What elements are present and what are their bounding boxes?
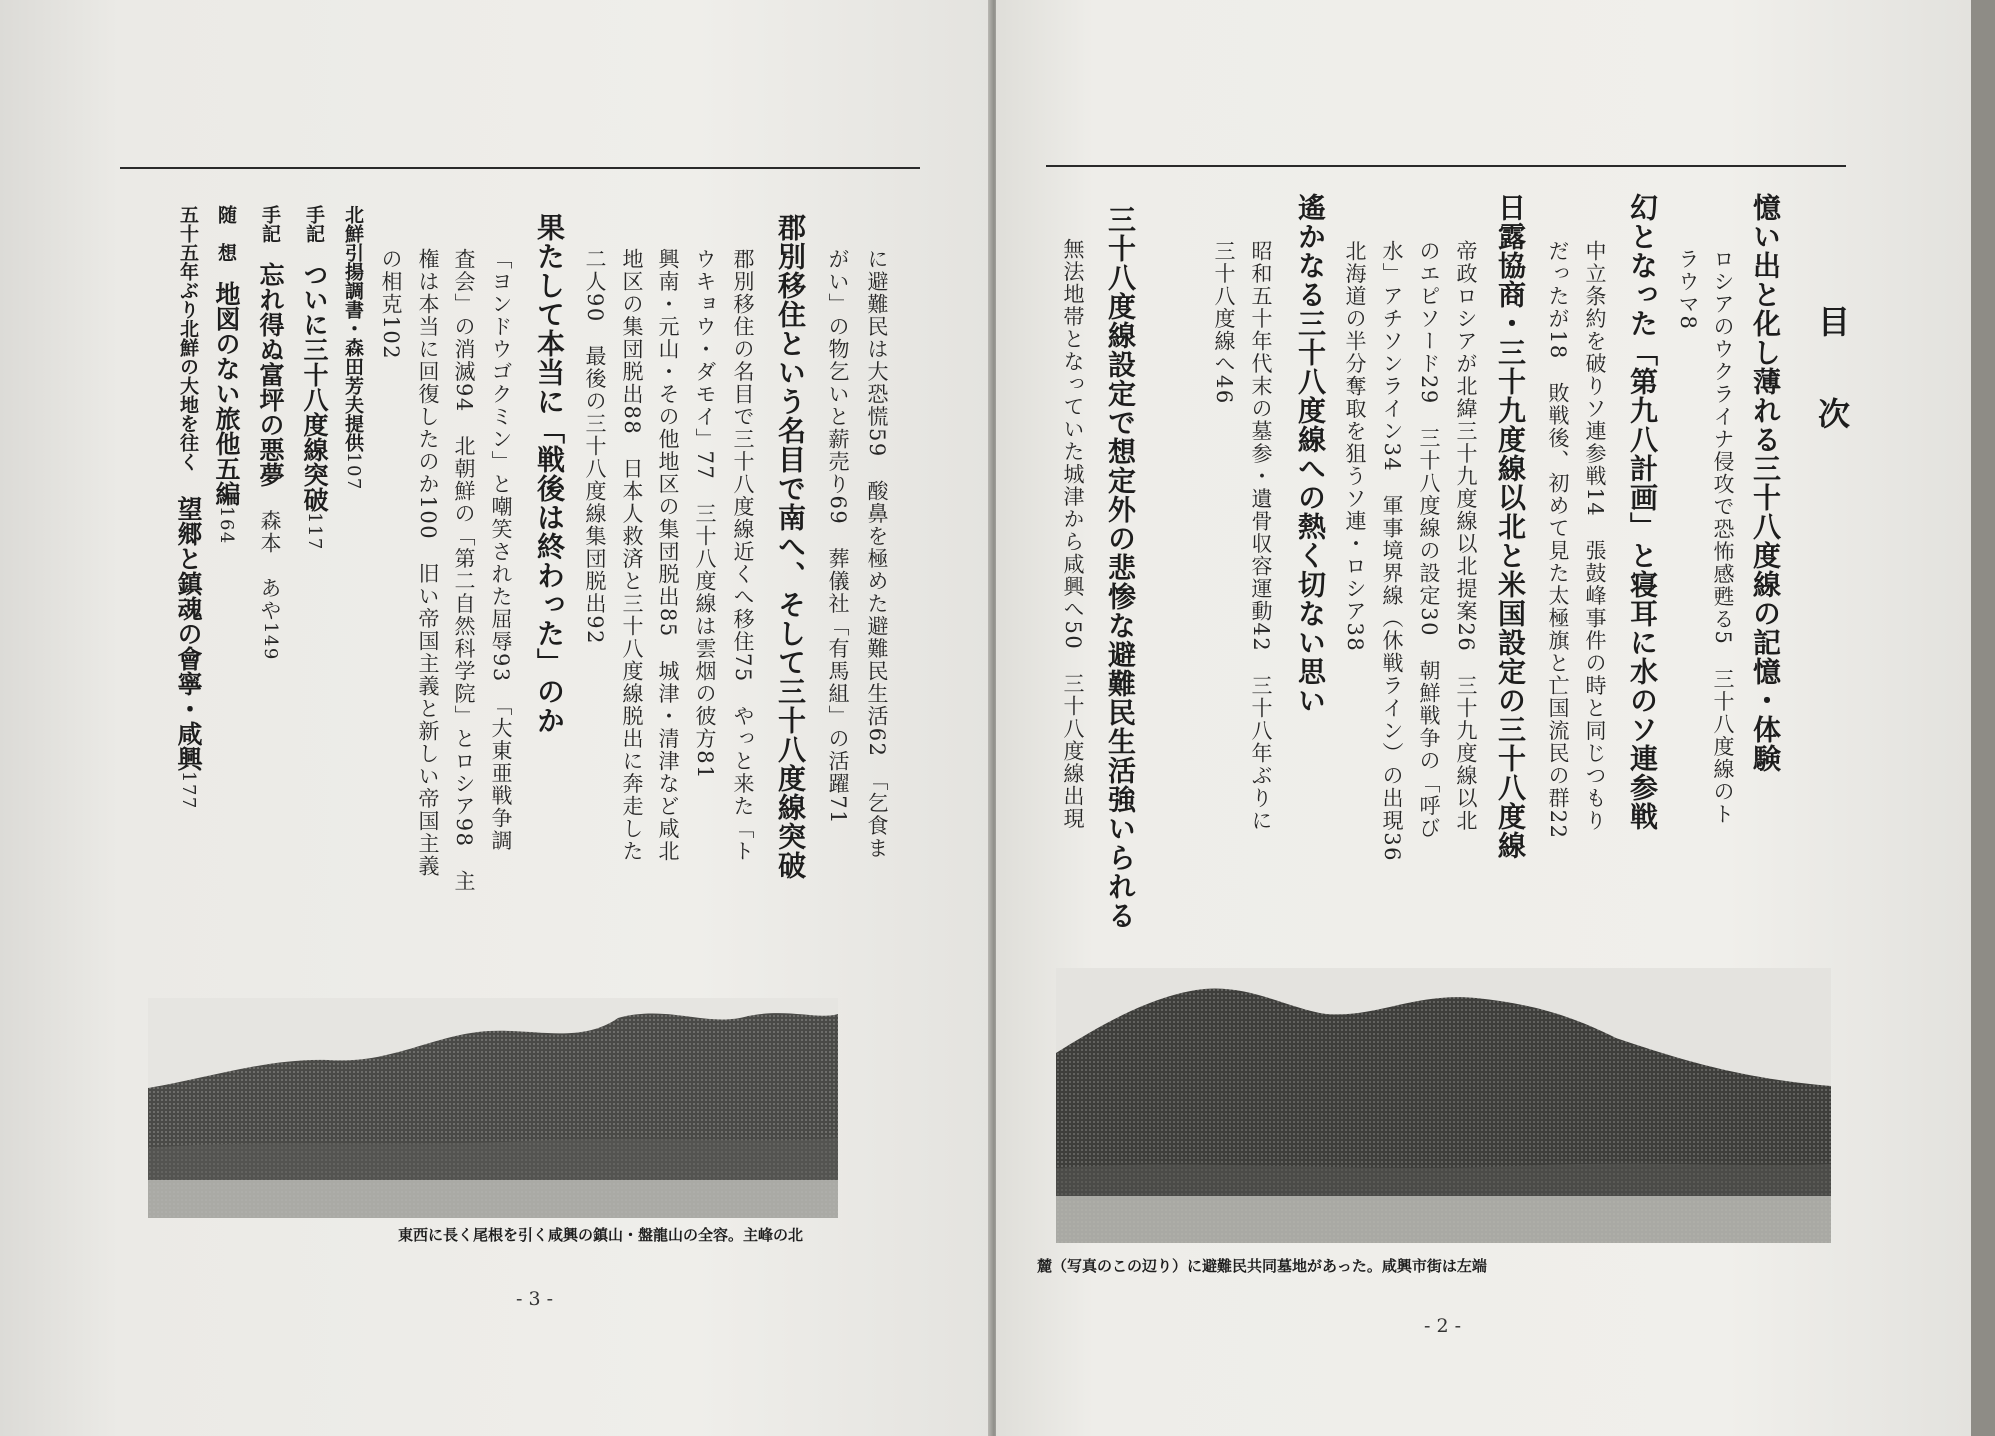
chapter-heading: 三十八度線設定で想定外の悲惨な避難民生活強いられる [1104,205,1137,930]
left-page [0,0,992,1436]
toc-entry: のエピソード29 三十八度線の設定30 朝鮮戦争の「呼び [1417,240,1441,840]
toc-entry: 「ヨンドウゴクミン」と嘲笑された屈辱93 「大東亜戦争調 [489,248,513,853]
top-rule [1046,165,1846,167]
toc-entry: 権は本当に回復したのか100 旧い帝国主義と新しい帝国主義 [416,248,440,878]
toc-entry: 無法地帯となっていた城津から咸興へ50 三十八度線出現 [1061,238,1085,831]
toc-entry: ウキョウ・ダモイ」77 三十八度線は雲烟の彼方81 [693,248,717,780]
mountain-photo [1056,968,1831,1243]
right-page [996,0,1971,1436]
chapter-heading: 日露協商・三十九度線以北と米国設定の三十八度線 [1494,193,1527,860]
toc-entry: の相克102 [379,248,403,361]
toc-entry: に避難民は大恐慌59 酸鼻を極めた避難民生活62 「乞食ま [865,248,889,860]
toc-title: 目 次 [1813,305,1851,443]
appendix-entry: 手記 ついに三十八度線突破117 [300,205,329,551]
appendix-entry: 五十五年ぶり北鮮の大地を往く 望郷と鎮魂の會寧・咸興177 [174,205,203,810]
toc-entry: 水」アチソンライン34 軍事境界線（休戦ライン）の出現36 [1380,240,1404,862]
photo-caption: 麓（写真のこの辺り）に避難民共同墓地があった。咸興市街は左端 [1037,1257,1487,1275]
toc-entry: ラウマ8 [1676,248,1700,331]
toc-entry: ロシアのウクライナ侵攻で恐怖感甦る5 三十八度線のト [1711,248,1735,826]
toc-entry: 二人90 最後の三十八度線集団脱出92 [583,248,607,645]
toc-entry: 三十八度線へ46 [1212,240,1236,405]
page-number: - 2 - [1424,1315,1462,1337]
toc-entry: 郡別移住の名目で三十八度線近くへ移住75 やっと来た「ト [731,248,755,863]
toc-entry: 中立条約を破りソ連参戦14 張鼓峰事件の時と同じつもり [1583,240,1607,833]
toc-entry: 帝政ロシアが北緯三十九度線以北提案26 三十九度線以北 [1454,240,1478,833]
chapter-heading: 幻となった「第九八計画」と寝耳に水のソ連参戦 [1626,193,1659,831]
chapter-heading: 憶い出と化し薄れる三十八度線の記憶・体験 [1749,193,1782,773]
toc-entry: 地区の集団脱出88 日本人救済と三十八度線脱出に奔走した [620,248,644,863]
toc-entry: 北海道の半分奪取を狙うソ連・ロシア38 [1343,240,1367,653]
top-rule [120,167,920,169]
appendix-entry: 手記 忘れ得ぬ富坪の悪夢 森本 あや149 [256,205,285,661]
chapter-heading: 遙かなる三十八度線への熱く切ない思い [1294,193,1327,715]
appendix-entry: 北鮮引揚調書・森田芳夫提供107 [342,205,364,491]
toc-entry: 査会」の消滅94 北朝鮮の「第二自然科学院」とロシア98 主 [452,248,476,893]
toc-entry: 興南・元山・その他地区の集団脱出85 城津・清津など咸北 [656,248,680,863]
photo-caption: 東西に長く尾根を引く咸興の鎮山・盤龍山の全容。主峰の北 [398,1226,804,1244]
toc-entry: 昭和五十年代末の墓参・遺骨収容運動42 三十八年ぶりに [1249,240,1273,833]
mountain-photo [148,998,838,1218]
toc-entry: がい」の物乞いと薪売り69 葬儀社「有馬組」の活躍71 [826,248,850,825]
toc-entry: だったが18 敗戦後、初めて見た太極旗と亡国流民の群22 [1546,240,1570,840]
chapter-heading: 果たして本当に「戦後は終わった」のか [533,213,566,735]
page-number: - 3 - [516,1288,554,1310]
appendix-entry: 随 想 地図のない旅他五編164 [212,205,241,545]
chapter-heading: 郡別移住という名目で南へ、そして三十八度線突破 [774,213,807,880]
